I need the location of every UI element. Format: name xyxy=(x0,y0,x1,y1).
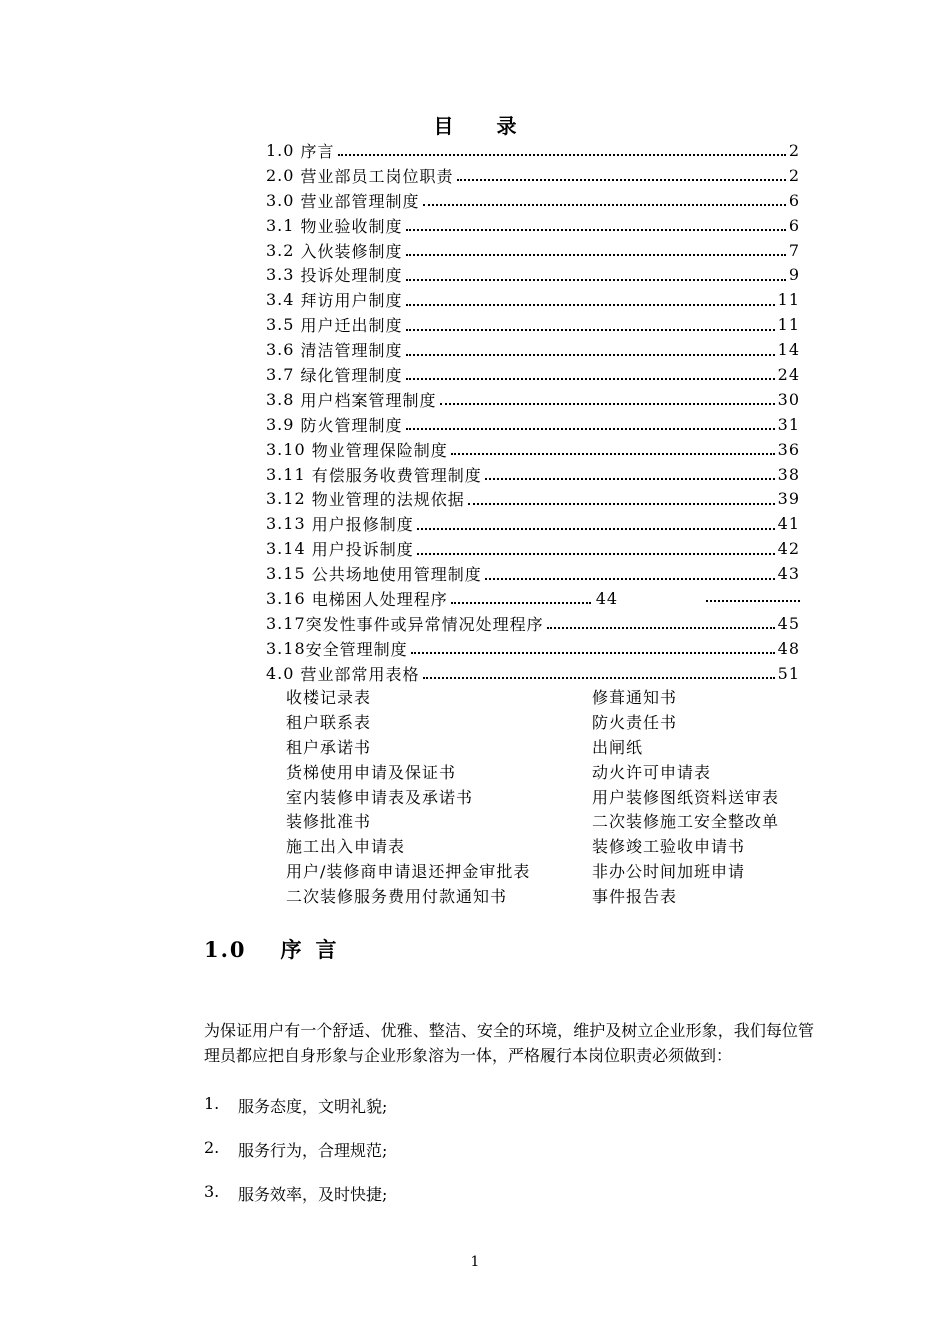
toc-entry-page: 48 xyxy=(777,638,800,658)
toc-entry-label: 投诉处理制度 xyxy=(300,266,403,286)
toc-entry-page: 6 xyxy=(788,215,800,235)
toc-entry-label: 突发性事件或异常情况处理程序 xyxy=(305,614,544,634)
toc-entry-number: 3.8 xyxy=(266,389,295,409)
toc-title: 目 录 xyxy=(433,114,535,138)
form-item[interactable]: 出闸纸 xyxy=(592,737,644,757)
toc-leader xyxy=(440,403,775,405)
form-item[interactable]: 装修竣工验收申请书 xyxy=(592,837,746,857)
toc-entry-number: 3.7 xyxy=(266,364,295,384)
toc-entry-number: 3.12 xyxy=(266,489,306,509)
toc-entry[interactable] xyxy=(266,163,800,188)
list-item xyxy=(204,1182,814,1226)
form-item[interactable]: 租户联系表 xyxy=(286,712,372,732)
form-item[interactable]: 防火责任书 xyxy=(592,712,678,732)
toc-entry-label: 用户档案管理制度 xyxy=(300,390,437,410)
toc-entry-page: 43 xyxy=(777,564,800,584)
toc-entry[interactable] xyxy=(266,611,800,636)
toc-entry-label: 拜访用户制度 xyxy=(300,291,403,311)
form-item[interactable]: 二次装修施工安全整改单 xyxy=(592,812,780,832)
toc-leader xyxy=(406,378,775,380)
toc-entry-label: 营业部管理制度 xyxy=(300,191,420,211)
toc-entry-number: 3.14 xyxy=(266,539,306,559)
toc-leader xyxy=(406,329,775,331)
toc-leader xyxy=(417,528,775,530)
toc-leader xyxy=(451,453,775,455)
toc-entry-page: 51 xyxy=(777,663,800,683)
toc-entry[interactable] xyxy=(266,262,800,287)
toc-entry-number: 3.10 xyxy=(266,439,306,459)
toc-entry-number: 3.16 xyxy=(266,588,306,608)
page-number: 1 xyxy=(470,1254,480,1270)
toc-entry[interactable] xyxy=(266,486,800,511)
form-item[interactable]: 收楼记录表 xyxy=(286,687,372,707)
toc-leader xyxy=(423,677,775,679)
toc-entry-label: 公共场地使用管理制度 xyxy=(311,565,482,585)
toc-entry[interactable] xyxy=(266,412,800,437)
form-item[interactable]: 用户/装修商申请退还押金审批表 xyxy=(286,862,531,882)
toc-entry-label: 防火管理制度 xyxy=(300,415,403,435)
toc-list xyxy=(266,138,800,686)
toc-entry[interactable] xyxy=(266,362,800,387)
toc-entry-number: 4.0 xyxy=(266,663,295,683)
form-item[interactable]: 修葺通知书 xyxy=(592,687,678,707)
toc-entry-page: 11 xyxy=(777,315,800,335)
toc-leader xyxy=(547,627,775,629)
toc-entry-label: 有偿服务收费管理制度 xyxy=(311,465,482,485)
toc-entry-label: 物业管理的法规依据 xyxy=(311,490,465,510)
toc-entry-page: 42 xyxy=(777,539,800,559)
toc-entry-label: 营业部员工岗位职责 xyxy=(300,166,454,186)
toc-leader xyxy=(338,154,786,156)
toc-entry-label: 电梯困人处理程序 xyxy=(311,589,448,609)
toc-entry[interactable] xyxy=(266,337,800,362)
toc-entry-label: 入伙装修制度 xyxy=(300,241,403,261)
toc-leader xyxy=(406,428,775,430)
toc-entry[interactable] xyxy=(266,636,800,661)
section-title: 序言 xyxy=(280,937,351,962)
form-item[interactable]: 非办公时间加班申请 xyxy=(592,862,746,882)
toc-leader xyxy=(406,229,786,231)
list-item-text: 服务态度，文明礼貌; xyxy=(238,1097,388,1116)
toc-entry[interactable] xyxy=(266,536,800,561)
toc-entry[interactable] xyxy=(266,511,800,536)
toc-entry[interactable] xyxy=(266,213,800,238)
toc-entry-number: 3.2 xyxy=(266,240,295,260)
toc-entry-label: 营业部常用表格 xyxy=(300,664,420,684)
toc-entry-number: 3.1 xyxy=(266,215,295,235)
toc-leader xyxy=(406,354,775,356)
form-item[interactable]: 用户装修图纸资料送审表 xyxy=(592,787,780,807)
toc-entry[interactable] xyxy=(266,561,800,586)
toc-entry[interactable] xyxy=(266,462,800,487)
form-item[interactable]: 施工出入申请表 xyxy=(286,837,406,857)
toc-entry-page: 2 xyxy=(788,140,800,160)
list-item-text: 服务行为，合理规范; xyxy=(238,1141,388,1160)
toc-leader xyxy=(423,204,786,206)
toc-entry-number: 3.18 xyxy=(266,638,306,658)
list-item-number: 3. xyxy=(204,1182,220,1201)
form-item[interactable]: 二次装修服务费用付款通知书 xyxy=(286,887,508,907)
toc-entry-label: 序言 xyxy=(300,141,335,161)
toc-entry-label: 用户投诉制度 xyxy=(311,540,414,560)
toc-entry-page: 31 xyxy=(777,414,800,434)
toc-entry[interactable] xyxy=(266,661,800,686)
toc-entry-page: 2 xyxy=(788,165,800,185)
toc-entry-number: 2.0 xyxy=(266,165,295,185)
toc-entry-page: 7 xyxy=(788,240,800,260)
toc-entry[interactable] xyxy=(266,387,800,412)
toc-entry-number: 3.11 xyxy=(266,464,306,484)
requirements-list xyxy=(204,1094,814,1226)
toc-leader xyxy=(468,503,775,505)
form-item[interactable]: 货梯使用申请及保证书 xyxy=(286,762,457,782)
toc-leader xyxy=(485,578,775,580)
toc-entry-number: 1.0 xyxy=(266,140,295,160)
toc-entry-label: 清洁管理制度 xyxy=(300,341,403,361)
toc-entry-page: 24 xyxy=(777,364,800,384)
toc-entry-page: 41 xyxy=(777,514,800,534)
toc-entry-label: 安全管理制度 xyxy=(305,639,408,659)
toc-entry-page: 38 xyxy=(777,464,800,484)
toc-leader xyxy=(406,304,775,306)
toc-leader xyxy=(451,602,591,604)
toc-entry-number: 3.6 xyxy=(266,340,295,360)
form-item[interactable]: 室内装修申请表及承诺书 xyxy=(286,787,474,807)
toc-entry-page: 9 xyxy=(788,265,800,285)
toc-entry-page: 30 xyxy=(777,389,800,409)
toc-entry[interactable] xyxy=(266,188,800,213)
toc-entry-page: 36 xyxy=(777,439,800,459)
toc-entry-label: 用户报修制度 xyxy=(311,515,414,535)
toc-entry-page: 44 xyxy=(595,588,619,608)
toc-entry-page: 11 xyxy=(777,290,800,310)
toc-entry[interactable] xyxy=(266,287,800,312)
toc-entry[interactable] xyxy=(266,437,800,462)
toc-entry-label: 绿化管理制度 xyxy=(300,365,403,385)
toc-leader xyxy=(457,179,786,181)
toc-entry-number: 3.15 xyxy=(266,564,306,584)
toc-entry-number: 3.17 xyxy=(266,613,306,633)
forms-list xyxy=(286,684,826,908)
list-item-text: 服务效率，及时快捷; xyxy=(238,1185,388,1204)
form-item[interactable]: 装修批准书 xyxy=(286,812,372,832)
toc-entry-page: 14 xyxy=(777,340,800,360)
toc-entry[interactable] xyxy=(266,312,800,337)
toc-entry-label: 物业验收制度 xyxy=(300,216,403,236)
toc-leader xyxy=(406,279,786,281)
list-item-number: 2. xyxy=(204,1138,220,1157)
toc-entry-number: 3.9 xyxy=(266,414,295,434)
section-heading xyxy=(204,934,351,964)
toc-leader xyxy=(411,652,775,654)
toc-entry-number: 3.13 xyxy=(266,514,306,534)
form-item[interactable]: 动火许可申请表 xyxy=(592,762,712,782)
toc-entry-label: 用户迁出制度 xyxy=(300,316,403,336)
toc-entry[interactable] xyxy=(266,138,800,163)
toc-entry-number: 3.4 xyxy=(266,290,295,310)
toc-entry-number: 3.5 xyxy=(266,315,295,335)
toc-entry-page: 45 xyxy=(777,613,800,633)
toc-leader xyxy=(485,478,775,480)
intro-paragraph: 为保证用户有一个舒适、优雅、整洁、安全的环境，维护及树立企业形象，我们每位管理员都应把自身形象与企业形象溶为一体，严格履行本岗位职责必须做到： xyxy=(204,1021,814,1065)
toc-entry-number: 3.3 xyxy=(266,265,295,285)
section-number: 1.0 xyxy=(204,937,247,962)
list-item xyxy=(204,1094,814,1138)
toc-entry[interactable] xyxy=(266,586,800,611)
toc-entry[interactable] xyxy=(266,238,800,263)
form-item[interactable]: 事件报告表 xyxy=(592,887,678,907)
toc-leader xyxy=(417,553,775,555)
form-item[interactable]: 租户承诺书 xyxy=(286,737,372,757)
toc-entry-label: 物业管理保险制度 xyxy=(311,440,448,460)
toc-entry-page: 39 xyxy=(777,489,800,509)
list-item xyxy=(204,1138,814,1182)
toc-entry-page: 6 xyxy=(788,190,800,210)
toc-entry-number: 3.0 xyxy=(266,190,295,210)
list-item-number: 1. xyxy=(204,1094,220,1113)
toc-leader xyxy=(406,254,786,256)
